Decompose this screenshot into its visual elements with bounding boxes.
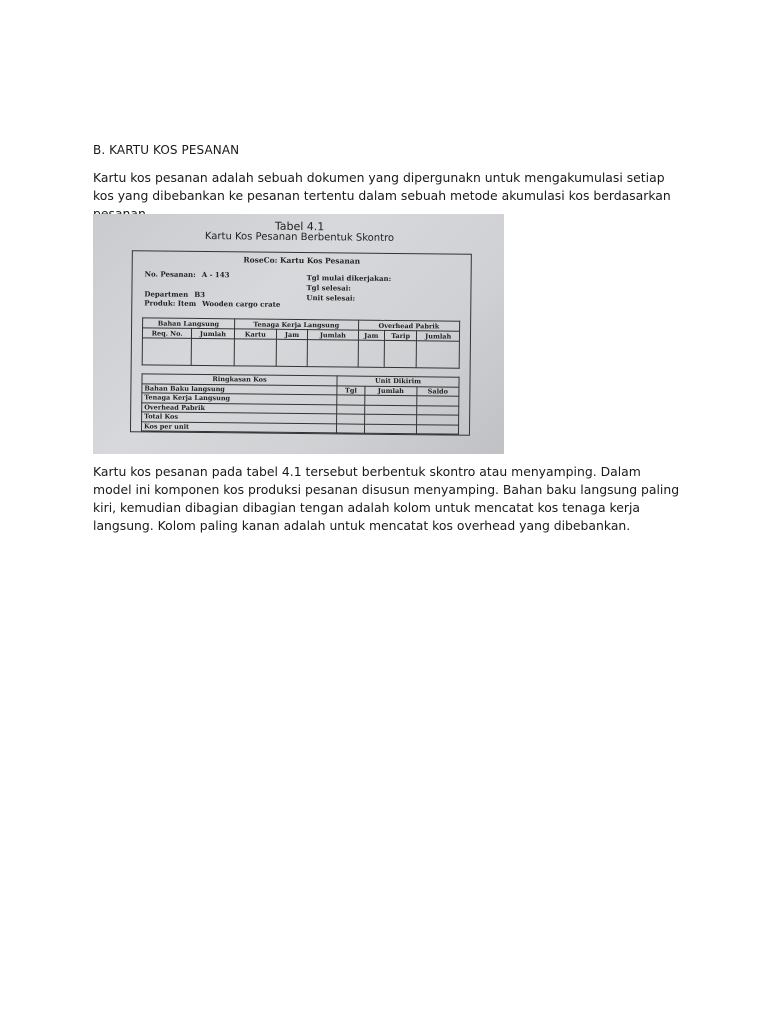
summary-table xyxy=(141,373,460,434)
blank-entry-row xyxy=(142,338,459,368)
no-pesanan-value: A - 143 xyxy=(201,269,230,280)
cost-detail-table xyxy=(142,317,460,368)
column-header: Jam xyxy=(276,329,307,339)
blank-cell xyxy=(337,404,365,414)
column-header: Jumlah xyxy=(308,330,359,341)
table-photo-content xyxy=(93,214,504,454)
blank-cell xyxy=(191,338,234,365)
blank-cell xyxy=(417,396,459,406)
unit-column-header: Jumlah xyxy=(365,386,417,396)
column-header: Tarip xyxy=(384,330,417,340)
summary-label: Bahan Baku langsung xyxy=(142,383,337,395)
explanation-paragraph: Kartu kos pesanan pada tabel 4.1 tersebut berbentuk skontro atau menyamping. Dalam model ini komponen kos produksi pesanan disusun menyamping. Bahan baku langsung paling kiri, kemudian dibagian dibagian tengan adalah kolom untuk mencatat kos tenaga kerja langsung. Kolom paling kanan adalah untuk mencatat kos overhead yang dibebankan. xyxy=(93,464,680,533)
group-header: Overhead Pabrik xyxy=(358,320,459,331)
summary-row xyxy=(141,421,458,434)
column-header: Jam xyxy=(358,330,384,340)
figure-title: Tabel 4.1 xyxy=(274,219,325,234)
intro-paragraph: Kartu kos pesanan adalah sebuah dokumen yang dipergunakn untuk mengakumulasi setiap kos yang dibebankan ke pesanan tertentu dalam sebuah metode akumulasi kos berdasarkan xyxy=(93,170,671,203)
blank-cell xyxy=(365,395,417,405)
figure-subtitle: Kartu Kos Pesanan Berbentuk Skontro xyxy=(204,231,395,244)
summary-header: Ringkasan Kos xyxy=(142,374,337,386)
blank-cell xyxy=(276,339,307,366)
blank-cell xyxy=(365,405,417,415)
section-heading: B. KARTU KOS PESANAN xyxy=(93,143,240,157)
column-header: Jumlah xyxy=(192,328,235,338)
unit-column-header: Saldo xyxy=(417,386,459,396)
departmen-value: B3 xyxy=(194,289,206,300)
blank-cell xyxy=(307,340,358,368)
blank-cell xyxy=(416,424,458,434)
card-title: RoseCo: Kartu Kos Pesanan xyxy=(243,255,361,266)
group-header: Tenaga Kerja Langsung xyxy=(234,319,358,330)
column-header: Kartu xyxy=(234,329,276,339)
summary-label: Kos per unit xyxy=(141,421,336,433)
blank-cell xyxy=(417,341,460,368)
column-header: Req. No. xyxy=(142,328,191,339)
job-cost-card xyxy=(130,250,472,436)
summary-label: Overhead Pabrik xyxy=(142,402,337,414)
tgl-mulai-label: Tgl mulai dikerjakan: xyxy=(306,273,392,283)
no-pesanan-label: No. Pesanan: xyxy=(144,269,196,279)
blank-cell xyxy=(337,414,365,424)
blank-cell xyxy=(358,340,384,367)
unit-header: Unit Dikirim xyxy=(337,376,459,387)
produk-label: Produk: Item xyxy=(144,298,197,308)
no-pesanan-line xyxy=(145,269,230,279)
unit-selesai-label: Unit selesai: xyxy=(306,293,356,303)
blank-cell xyxy=(234,339,277,366)
blank-cell xyxy=(365,424,417,434)
blank-cell xyxy=(384,340,417,367)
group-header: Bahan Langsung xyxy=(143,318,235,329)
column-header: Jumlah xyxy=(417,331,460,341)
blank-cell xyxy=(336,423,364,433)
produk-value: Wooden cargo crate xyxy=(202,298,281,309)
blank-cell xyxy=(142,338,192,366)
table-photo xyxy=(93,214,504,454)
summary-label: Total Kos xyxy=(142,412,337,424)
blank-cell xyxy=(417,405,459,415)
blank-cell xyxy=(337,395,365,405)
summary-label: Tenaga Kerja Langsung xyxy=(142,393,337,405)
blank-cell xyxy=(365,414,417,424)
blank-cell xyxy=(416,415,458,425)
tgl-selesai-label: Tgl selesai: xyxy=(306,283,351,293)
unit-column-header: Tgl xyxy=(337,385,365,395)
departmen-label: Departmen xyxy=(144,289,189,299)
produk-line xyxy=(144,298,280,308)
